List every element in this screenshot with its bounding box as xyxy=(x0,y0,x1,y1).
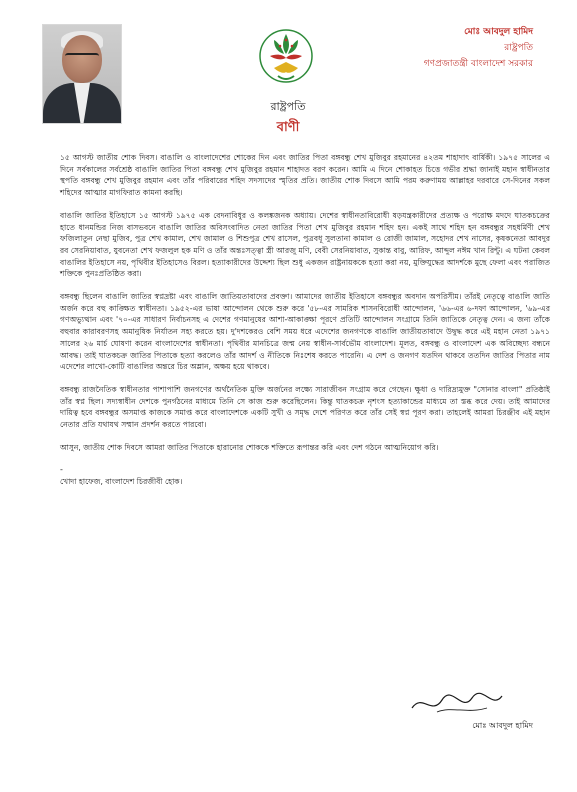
signature-name: মোঃ আবদুল হামিদ xyxy=(472,721,533,730)
emblem-caption: রাষ্ট্রপতি xyxy=(270,100,306,113)
signatory-block xyxy=(373,24,533,72)
national-emblem-icon xyxy=(256,26,316,98)
paragraph-4: বঙ্গবন্ধু রাজনৈতিক স্বাধীনতার পাশাপাশি জনগণের অর্থনৈতিক মুক্তি অর্জনের লক্ষ্যে সারাজীবন সংগ্রাম করে গেছেন। ক্ষুধা ও দারিদ্র্যমুক্ত "সোনার বাংলা" প্রতিষ্ঠাই তাঁর স্বপ্ন ছিল। সদ্যস্বাধীন দেশকে পুনর্গঠনের মাধ্যমে তিনি সে কাজ শুরু করেছিলেন। কিন্তু ঘাতকচক্র নৃশংস হত্যাকান্ডের মাধ্যমে তা স্তব্ধ করে দেয়। তাই আমাদের দায়িত্ব হবে বঙ্গবন্ধুর অসমাপ্ত কাজকে সমাপ্ত করে বাংলাদেশকে একটি সুখী ও সমৃদ্ধ দেশে পরিণত করে তাঁর সেই স্বপ্ন পূরণ করা। তাহলেই আমরা চিরঞ্জীব এই মহান নেতার প্রতি যথাযথ সম্মান প্রদর্শন করতে পারবো। xyxy=(60,384,550,430)
paragraph-5: আসুন, জাতীয় শোক দিবসে আমরা জাতির পিতাকে হারানোর শোককে শক্তিতে রূপান্তর করি এবং দেশ গঠনে আত্মনিয়োগ করি। xyxy=(60,442,439,452)
message-title: বাণী xyxy=(276,120,300,135)
president-portrait xyxy=(42,24,122,124)
paragraph-2: বাঙালি জাতির ইতিহাসে ১৫ আগস্ট ১৯৭৫ এক বেদনাবিধুর ও কলঙ্কজনক অধ্যায়। দেশের স্বাধীনতাবিরোধী ষড়যন্ত্রকারীদের প্রত্যক্ষ ও পরোক্ষ মদদে ঘাতকচক্রের হাতে ধানমন্ডির নিজ বাসভবনে বাঙালি জাতির অবিসংবাদিত নেতা জাতির পিতা শেখ মুজিবুর রহমান শহিদ হন। একই সাথে শহিদ হন বঙ্গবন্ধুর সহধর্মিণী শেখ ফজিলাতুন নেছা মুজিব, পুত্র শেখ কামাল, শেখ জামাল ও শিশুপুত্র শেখ রাসেল, পুত্রবধূ সুলতানা কামাল ও রোজী জামাল, সহোদর শেখ নাসের, কৃষকনেতা আবদুর রব সেরনিয়াবাত, যুবনেতা শেখ ফজলুল হক মণি ও তাঁর অন্তঃসত্ত্বা স্ত্রী আরজু মণি, বেবী সেরনিয়াবাত, সুকান্ত বাবু, আরিফ, আব্দুল নঈম খান রিন্টু। এ ঘটনা কেবল বাঙালির ইতিহাসে নয়, পৃথিবীর ইতিহাসেও বিরল। হত্যাকারীদের উদ্দেশ্য ছিল শুধু একজন রাষ্ট্রনায়ককে হত্যা করা নয়, মুক্তিযুদ্ধের আদর্শকে মুছে ফেলা এবং পরাজিত শক্তিকে পুনঃপ্রতিষ্ঠিত করা। xyxy=(60,210,550,279)
message-body xyxy=(60,152,550,499)
signature-scribble xyxy=(407,688,507,718)
separator-dash: - xyxy=(60,465,63,475)
paragraph-1: ১৫ আগস্ট জাতীয় শোক দিবস। বাঙালি ও বাংলাদেশের শোকের দিন এবং জাতির পিতা বঙ্গবন্ধু শেখ মুজিবুর রহমানের ৪২তম শাহাদাৎ বার্ষিকী। ১৯৭৫ সালের এ দিনে সর্বকালের সর্বশ্রেষ্ঠ বাঙালি জাতির পিতা বঙ্গবন্ধু শেখ মুজিবুর রহমান শাহাদত বরণ করেন। আমি এ দিনে শোকাহত চিত্তে গভীর শ্রদ্ধা জানাই মহান স্বাধীনতার স্থপতি বঙ্গবন্ধু শেখ মুজিবুর রহমান এবং তাঁর পরিবারের শহিদ সদস্যদের স্মৃতির প্রতি। জাতীয় শোক দিবসে আমি পরম করুণাময় আল্লাহর দরবারে সে-দিনের সকল শহিদের আত্মার মাগফিরাত কামনা করছি। xyxy=(60,153,550,198)
closing-line: খোদা হাফেজ, বাংলাদেশ চিরজীবী হোক। xyxy=(60,477,183,487)
signatory-designation: রাষ্ট্রপতি xyxy=(504,43,533,53)
signatory-name: মোঃ আবদুল হামিদ xyxy=(464,27,533,37)
portrait-glasses xyxy=(65,53,99,63)
signatory-government: গণপ্রজাতন্ত্রী বাংলাদেশ সরকার xyxy=(423,59,533,69)
paragraph-3: বঙ্গবন্ধু ছিলেন বাঙালি জাতির স্বপ্নদ্রষ্টা এবং বাঙালি জাতিয়তাবাদের প্রবক্তা। আমাদের জাতীয় ইতিহাসে বঙ্গবন্ধুর অবদান অপরিসীম। তাঁরই নেতৃত্বে বাঙালি জাতি অর্জন করে বহু কাঙ্ক্ষিত স্বাধীনতা। ১৯৫২-এর ভাষা আন্দোলন থেকে শুরু করে '৫৮-এর সামরিক শাসনবিরোধী আন্দোলন, '৬৬-এর ৬-দফা আন্দোলন, '৬৯-এর গণঅভ্যুত্থান এবং '৭০-এর সাধারণ নির্বাচনসহ এ দেশের গণমানুষের আশা-আকাঙ্ক্ষা পূরণে প্রতিটি আন্দোলন সংগ্রামে তিনি জাতিকে নেতৃত্ব দেন। এ জন্য তাঁকে বহুবার কারাবরণসহ অমানুষিক নির্যাতন সহ্য করতে হয়। দু'দশকেরও বেশি সময় ধরে এদেশের জনগণকে বাঙালি জাতীয়তাবাদে উদ্বুদ্ধ করে এই মহান নেতা ১৯৭১ সালের ২৬ মার্চ ঘোষণা করেন বাংলাদেশের স্বাধীনতা। পৃথিবীর মানচিত্রে জন্ম নেয় স্বাধীন-সার্বভৌম বাংলাদেশ। মূলত, বঙ্গবন্ধু ও বাংলাদেশ এক অবিচ্ছেদ্য বন্ধনে আবদ্ধ। তাই ঘাতকচক্র জাতির পিতাকে হত্যা করলেও তাঁর আদর্শ ও নীতিকে নিঃশেষ করতে পারেনি। এ দেশ ও জনগণ যতদিন থাকবে ততদিন জাতির পিতার নাম এদেশের লাখো-কোটি বাঙালির অন্তরে চির অম্লান, অক্ষয় হয়ে থাকবে। xyxy=(60,292,550,372)
